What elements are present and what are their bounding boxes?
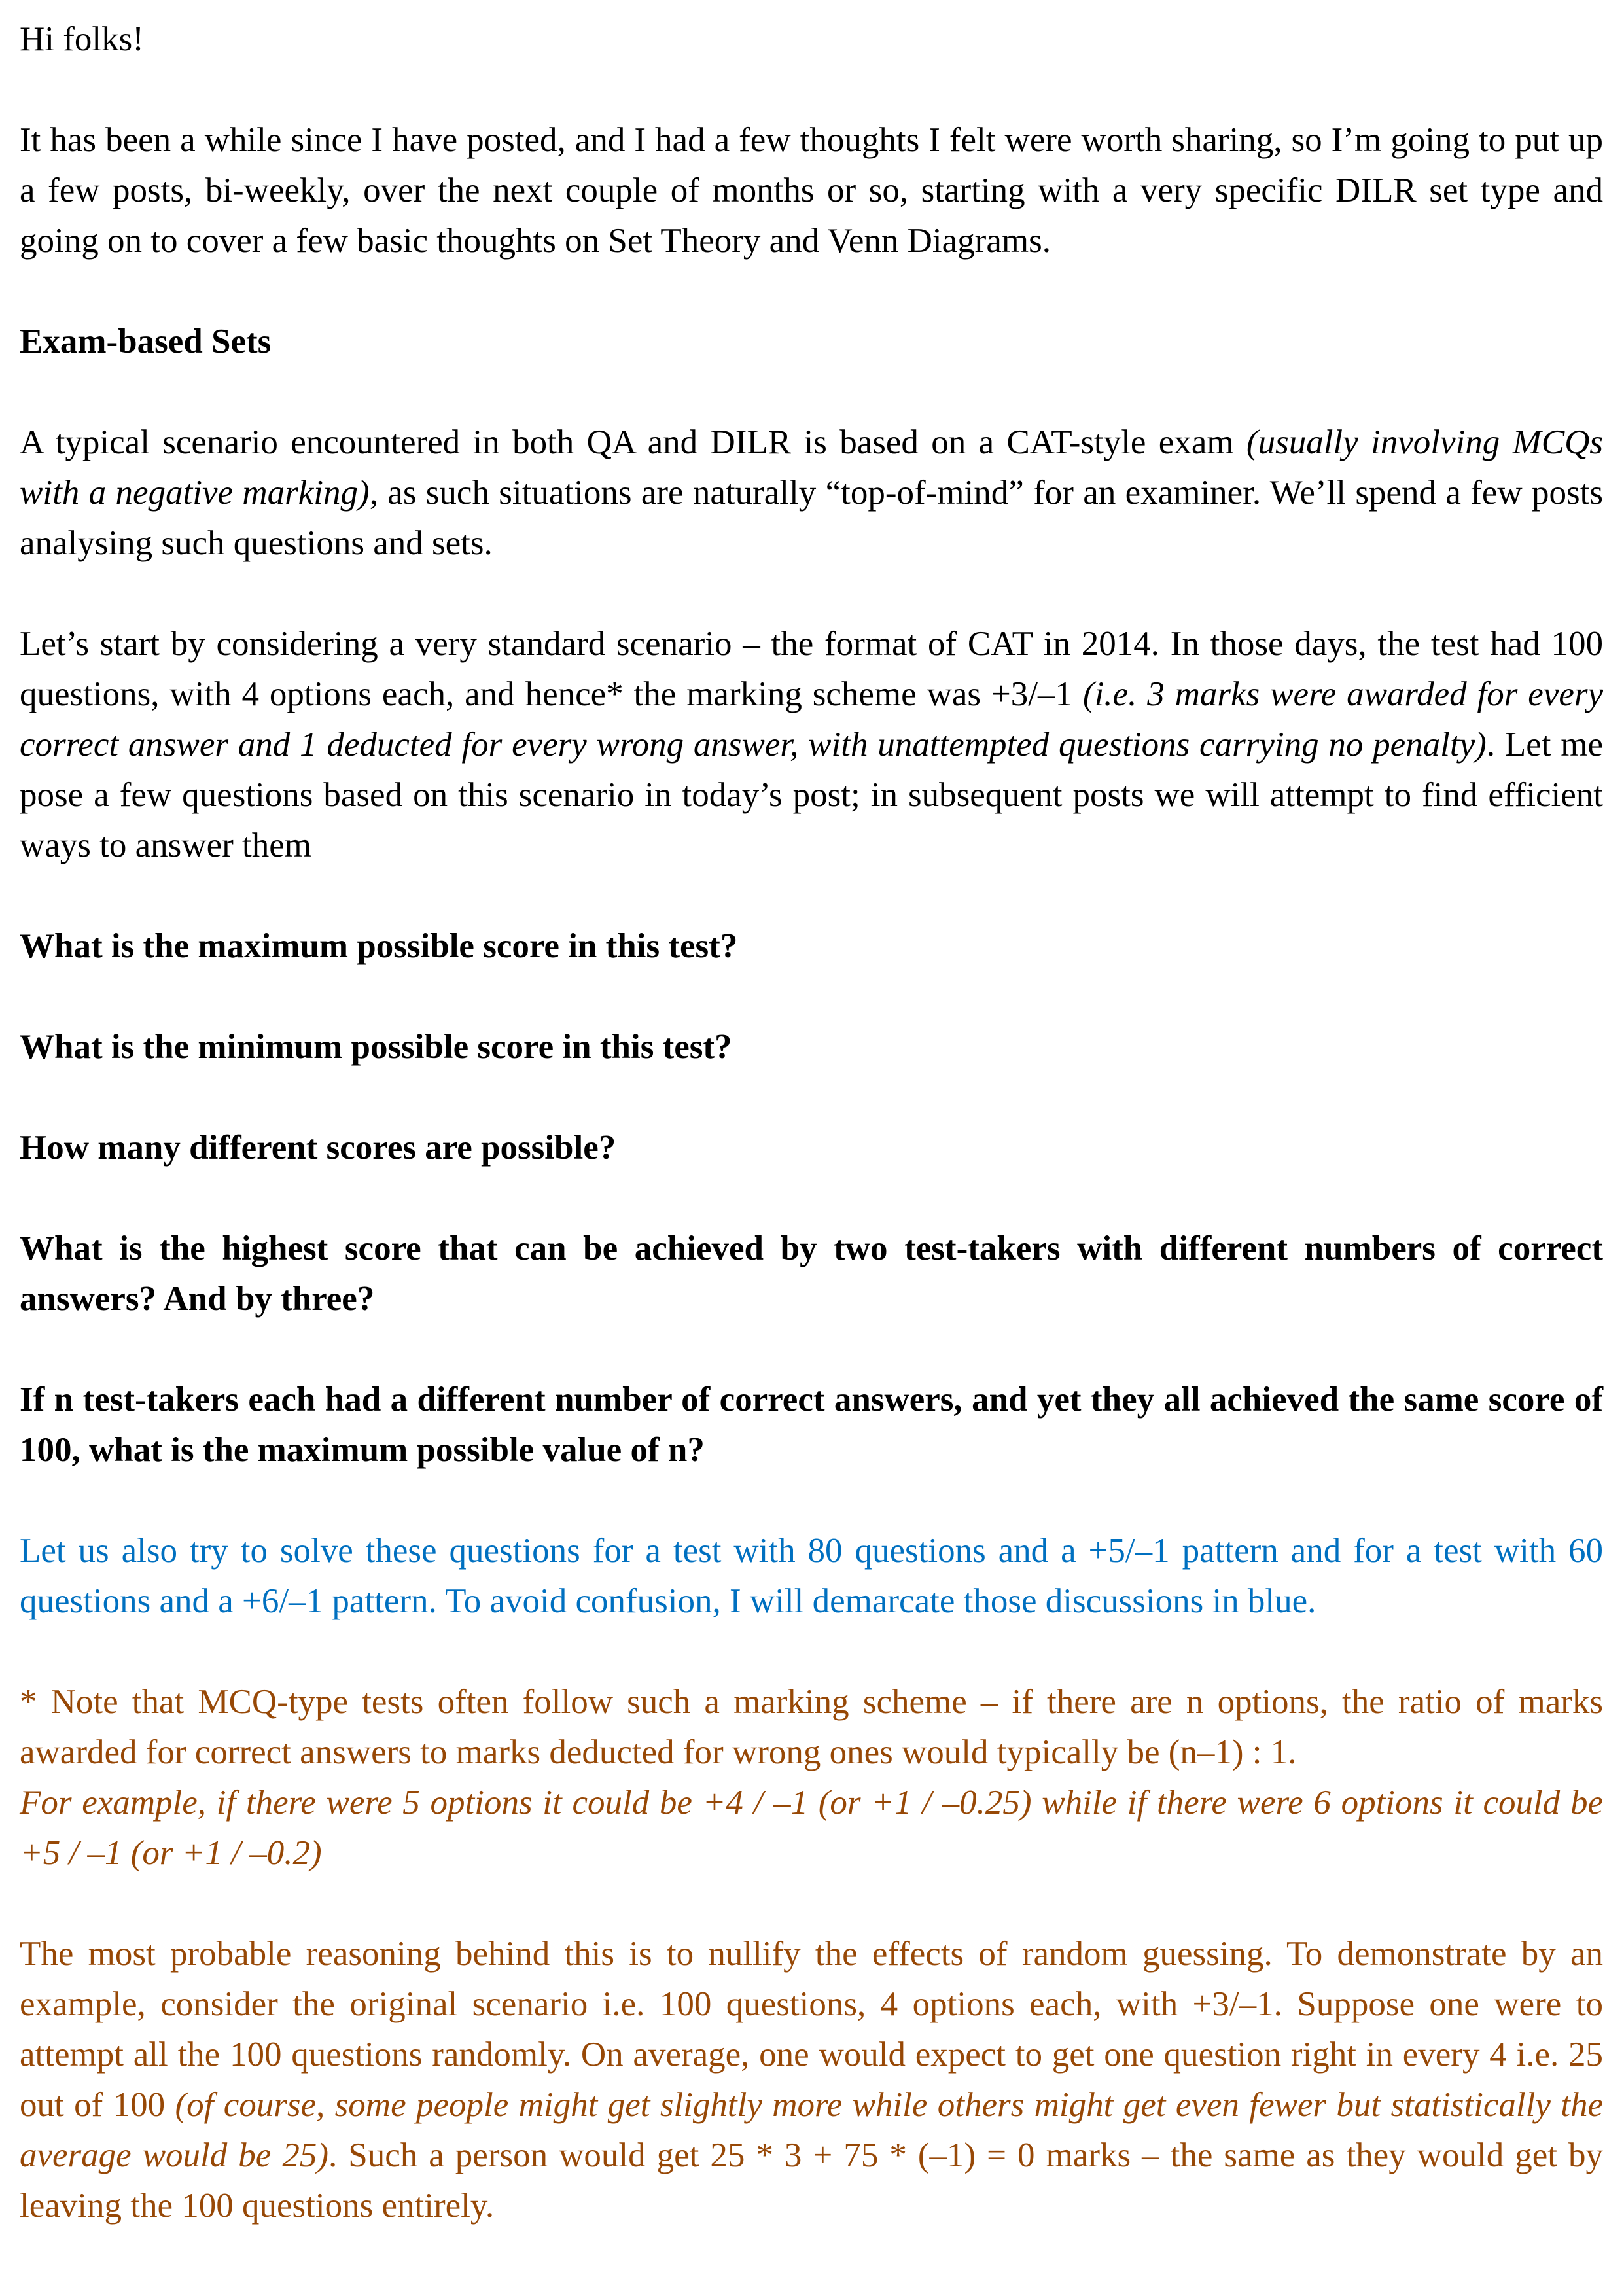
footnote-example: For example, if there were 5 options it could be +4 / –1 (or +1 / –0.25) while if there were 6 options it could be +5 / –1 (or +1 / –0.2) [20,1784,1603,1872]
footnote-paragraph [20,1677,1603,1879]
scenario-text: A typical scenario encountered in both QA and DILR is based on a CAT-style exam [20,423,1246,461]
question-3: How many different scores are possible? [20,1129,616,1167]
question-5: If n test-takers each had a different number of correct answers, and yet they all achieved the same score of 100, what is the maximum possible value of n? [20,1381,1603,1469]
question-1: What is the maximum possible score in this test? [20,927,738,965]
cat-2014-paragraph [20,619,1603,871]
cat-text: Let’s start by considering a very standard scenario – the format of CAT in 2014. In those days, the test had 100 questions, with 4 options each, and hence* the marking scheme was +3/–1 [20,625,1603,713]
document-page [20,14,1603,2282]
greeting: Hi folks! [20,20,144,58]
question-4: What is the highest score that can be achieved by two test-takers with different numbers of correct answers? And by three? [20,1229,1603,1318]
cat-text-end: . Let me pose a few questions based on this scenario in today’s post; in subsequent posts we will attempt to find efficient ways to answer them [20,726,1604,864]
scenario-text-end: , as such situations are naturally “top-of-mind” for an examiner. We’ll spend a few posts analysing such questions and sets. [20,474,1603,562]
scenario-italic-aside: (usually involving MCQs with a negative marking) [20,423,1603,512]
reasoning-italic-aside: (of course, some people might get slightly more while others might get even fewer but statistically the average would be 25) [20,2086,1604,2174]
reasoning-text: The most probable reasoning behind this is to nullify the effects of random guessing. To demonstrate by an example, consider the original scenario i.e. 100 questions, 4 options each, with +3/–1. Suppose one were to attempt all the 100 questions randomly. On average, one would expect to get one question right in every 4 i.e. 25 out of 100 [20,1935,1603,2124]
cat-italic-aside: (i.e. 3 marks were awarded for every correct answer and 1 deducted for every wrong answer, with unattempted questions carrying no penalty) [20,675,1603,764]
section-heading: Exam-based Sets [20,323,272,361]
footnote-text: * Note that MCQ-type tests often follow such a marking scheme – if there are n options, the ratio of marks awarded for correct answers to marks deducted for wrong ones would typically be (n–1) : 1. [20,1683,1603,1771]
reasoning-text-end: . Such a person would get 25 * 3 + 75 * (–1) = 0 marks – the same as they would get by leaving the 100 questions entirely. [20,2136,1603,2225]
reasoning-paragraph [20,1929,1603,2231]
scenario-paragraph [20,417,1603,569]
intro-paragraph: It has been a while since I have posted, and I had a few thoughts I felt were worth sharing, so I’m going to put up a few posts, bi-weekly, over the next couple of months or so, starting with a very specific DILR set type and going on to cover a few basic thoughts on Set Theory and Venn Diagrams. [20,121,1603,260]
blue-note-paragraph: Let us also try to solve these questions for a test with 80 questions and a +5/–1 pattern and for a test with 60 questions and a +6/–1 pattern. To avoid confusion, I will demarcate those discussions in blue. [20,1532,1603,1620]
question-2: What is the minimum possible score in this test? [20,1028,732,1066]
